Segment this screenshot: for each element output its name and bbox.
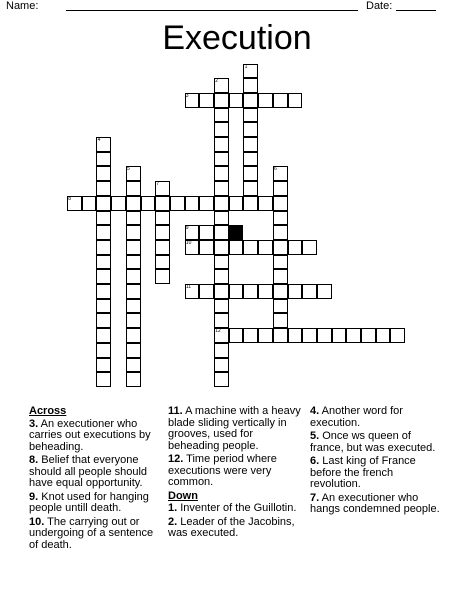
across-heading: Across: [29, 405, 67, 417]
grid-cell[interactable]: [243, 181, 258, 196]
grid-cell[interactable]: [258, 240, 273, 255]
black-square: [229, 225, 244, 240]
grid-cell[interactable]: [317, 284, 332, 299]
grid-cell[interactable]: [126, 211, 141, 226]
clue-number: 11: [185, 284, 191, 290]
grid-cell[interactable]: [302, 328, 317, 343]
grid-cell[interactable]: [155, 211, 170, 226]
grid-cell[interactable]: [214, 343, 229, 358]
grid-cell[interactable]: [96, 313, 111, 328]
clue-down-6: 6. Last king of France before the french revolution.: [310, 455, 416, 490]
grid-cell[interactable]: [229, 93, 244, 108]
grid-cell[interactable]: [273, 181, 288, 196]
clue-number: 9: [185, 225, 189, 232]
grid-cell[interactable]: [214, 181, 229, 196]
grid-cell[interactable]: [126, 255, 141, 270]
grid-cell[interactable]: [126, 299, 141, 314]
grid-cell[interactable]: [214, 108, 229, 123]
grid-cell[interactable]: [273, 284, 288, 299]
grid-cell[interactable]: [229, 240, 244, 255]
grid-cell[interactable]: [96, 358, 111, 373]
grid-cell[interactable]: [96, 166, 111, 181]
grid-cell[interactable]: [361, 328, 376, 343]
grid-cell[interactable]: [96, 181, 111, 196]
grid-cell[interactable]: [96, 225, 111, 240]
grid-cell[interactable]: [126, 225, 141, 240]
clue-column-2: [168, 406, 306, 542]
grid-cell[interactable]: [155, 269, 170, 284]
grid-cell[interactable]: [155, 225, 170, 240]
grid-cell[interactable]: [214, 255, 229, 270]
grid-cell[interactable]: [214, 372, 229, 387]
grid-cell[interactable]: [214, 299, 229, 314]
grid-cell[interactable]: [199, 225, 214, 240]
down-heading: Down: [168, 489, 198, 502]
grid-cell[interactable]: [214, 152, 229, 167]
clue-number: 1: [244, 63, 248, 70]
grid-cell[interactable]: [229, 328, 244, 343]
clue-across-8: 8. Belief that everyone should all people should have equal opportunity.: [29, 454, 148, 489]
grid-cell[interactable]: [96, 269, 111, 284]
grid-cell[interactable]: [258, 328, 273, 343]
grid-cell[interactable]: [214, 93, 229, 108]
clue-down-2: 2. Leader of the Jacobins, was executed.: [168, 515, 295, 539]
grid-cell[interactable]: [273, 328, 288, 343]
grid-cell[interactable]: [141, 196, 156, 211]
grid-cell[interactable]: [214, 358, 229, 373]
grid-cell[interactable]: [214, 269, 229, 284]
clue-across-11: 11. A machine with a heavy blade sliding vertically in grooves, used for beheading people.: [168, 405, 301, 452]
grid-cell[interactable]: [288, 284, 303, 299]
clue-number: 2: [215, 78, 218, 85]
grid-cell[interactable]: [96, 284, 111, 299]
grid-cell[interactable]: [214, 313, 229, 328]
grid-cell[interactable]: [214, 284, 229, 299]
grid-cell[interactable]: [243, 78, 258, 93]
grid-cell[interactable]: [273, 93, 288, 108]
grid-cell[interactable]: [170, 196, 185, 211]
grid-cell[interactable]: [199, 240, 214, 255]
grid-cell[interactable]: [273, 211, 288, 226]
date-label: Date:: [366, 0, 393, 12]
grid-cell[interactable]: [376, 328, 391, 343]
grid-cell[interactable]: [155, 255, 170, 270]
grid-cell[interactable]: [332, 328, 347, 343]
grid-cell[interactable]: [155, 196, 170, 211]
grid-cell[interactable]: [185, 196, 200, 211]
clue-down-4: 4. Another word for execution.: [310, 405, 403, 429]
clue-column-3: [310, 406, 445, 518]
grid-cell[interactable]: [302, 284, 317, 299]
grid-cell[interactable]: [243, 166, 258, 181]
grid-cell[interactable]: [126, 196, 141, 211]
clue-number: 3: [185, 92, 189, 99]
grid-cell[interactable]: [258, 196, 273, 211]
clue-number: 6: [274, 166, 277, 173]
clue-number: 12: [215, 328, 221, 335]
grid-cell[interactable]: [273, 299, 288, 314]
grid-cell[interactable]: [126, 181, 141, 196]
grid-cell[interactable]: [111, 196, 126, 211]
grid-cell[interactable]: [273, 255, 288, 270]
grid-cell[interactable]: [214, 122, 229, 137]
grid-cell[interactable]: [96, 343, 111, 358]
clue-number: 5: [127, 166, 130, 173]
grid-cell[interactable]: [243, 108, 258, 123]
grid-cell[interactable]: [243, 196, 258, 211]
grid-cell[interactable]: [288, 93, 303, 108]
grid-cell[interactable]: [317, 328, 332, 343]
grid-cell[interactable]: [243, 240, 258, 255]
grid-cell[interactable]: [243, 152, 258, 167]
grid-cell[interactable]: [273, 240, 288, 255]
clue-across-9: 9. Knot used for hanging people untill death.: [29, 490, 149, 514]
clue-across-12: 12. Time period where executions were very common.: [168, 453, 277, 488]
grid-cell[interactable]: [243, 122, 258, 137]
clue-number: 10: [185, 239, 192, 246]
grid-cell[interactable]: [199, 284, 214, 299]
puzzle-title: Execution: [162, 19, 312, 57]
grid-cell[interactable]: [273, 313, 288, 328]
grid-cell[interactable]: [199, 196, 214, 211]
grid-cell[interactable]: [126, 343, 141, 358]
grid-cell[interactable]: [273, 269, 288, 284]
grid-cell[interactable]: [273, 225, 288, 240]
grid-cell[interactable]: [82, 196, 97, 211]
grid-cell[interactable]: [96, 255, 111, 270]
grid-cell[interactable]: [258, 284, 273, 299]
grid-cell[interactable]: [214, 166, 229, 181]
grid-cell[interactable]: [243, 284, 258, 299]
grid-cell[interactable]: [126, 269, 141, 284]
clue-across-10: 10. The carrying out or undergoing of a sentence of death.: [29, 515, 154, 551]
grid-cell[interactable]: [96, 240, 111, 255]
grid-cell[interactable]: [214, 240, 229, 255]
grid-cell[interactable]: [229, 284, 244, 299]
clue-column-1: [29, 406, 159, 553]
grid-cell[interactable]: [243, 328, 258, 343]
grid-cell[interactable]: [258, 93, 273, 108]
name-label: Name:: [6, 0, 39, 12]
grid-cell[interactable]: [390, 328, 405, 343]
grid-cell[interactable]: [96, 211, 111, 226]
grid-cell[interactable]: [288, 328, 303, 343]
grid-cell[interactable]: [243, 93, 258, 108]
grid-cell[interactable]: [229, 196, 244, 211]
grid-cell[interactable]: [126, 284, 141, 299]
clue-down-7: 7. An executioner who hangs condemned people.: [310, 491, 440, 515]
grid-cell[interactable]: [273, 196, 288, 211]
grid-cell[interactable]: [288, 240, 303, 255]
grid-cell[interactable]: [126, 328, 141, 343]
grid-cell[interactable]: [126, 372, 141, 387]
grid-cell[interactable]: [214, 211, 229, 226]
grid-cell[interactable]: [346, 328, 361, 343]
clue-down-1: 1. Inventer of the Guillotin.: [168, 502, 297, 514]
grid-cell[interactable]: [126, 313, 141, 328]
grid-cell[interactable]: [155, 240, 170, 255]
grid-cell[interactable]: [126, 358, 141, 373]
grid-cell[interactable]: [96, 152, 111, 167]
grid-cell[interactable]: [96, 196, 111, 211]
clue-number: 4: [97, 137, 101, 143]
clue-number: 8: [68, 195, 71, 202]
grid-cell[interactable]: [96, 299, 111, 314]
clue-down-5: 5. Once ws queen of france, but was executed.: [310, 430, 436, 454]
grid-cell[interactable]: [96, 372, 111, 387]
grid-cell[interactable]: [302, 240, 317, 255]
grid-cell[interactable]: [243, 137, 258, 152]
clue-across-3: 3. An executioner who carries out executions by beheading.: [29, 417, 151, 453]
grid-cell[interactable]: [214, 196, 229, 211]
grid-cell[interactable]: [96, 328, 111, 343]
grid-cell[interactable]: [214, 137, 229, 152]
grid-cell[interactable]: [199, 93, 214, 108]
grid-cell[interactable]: [214, 225, 229, 240]
clue-number: 7: [156, 181, 160, 188]
grid-cell[interactable]: [126, 240, 141, 255]
